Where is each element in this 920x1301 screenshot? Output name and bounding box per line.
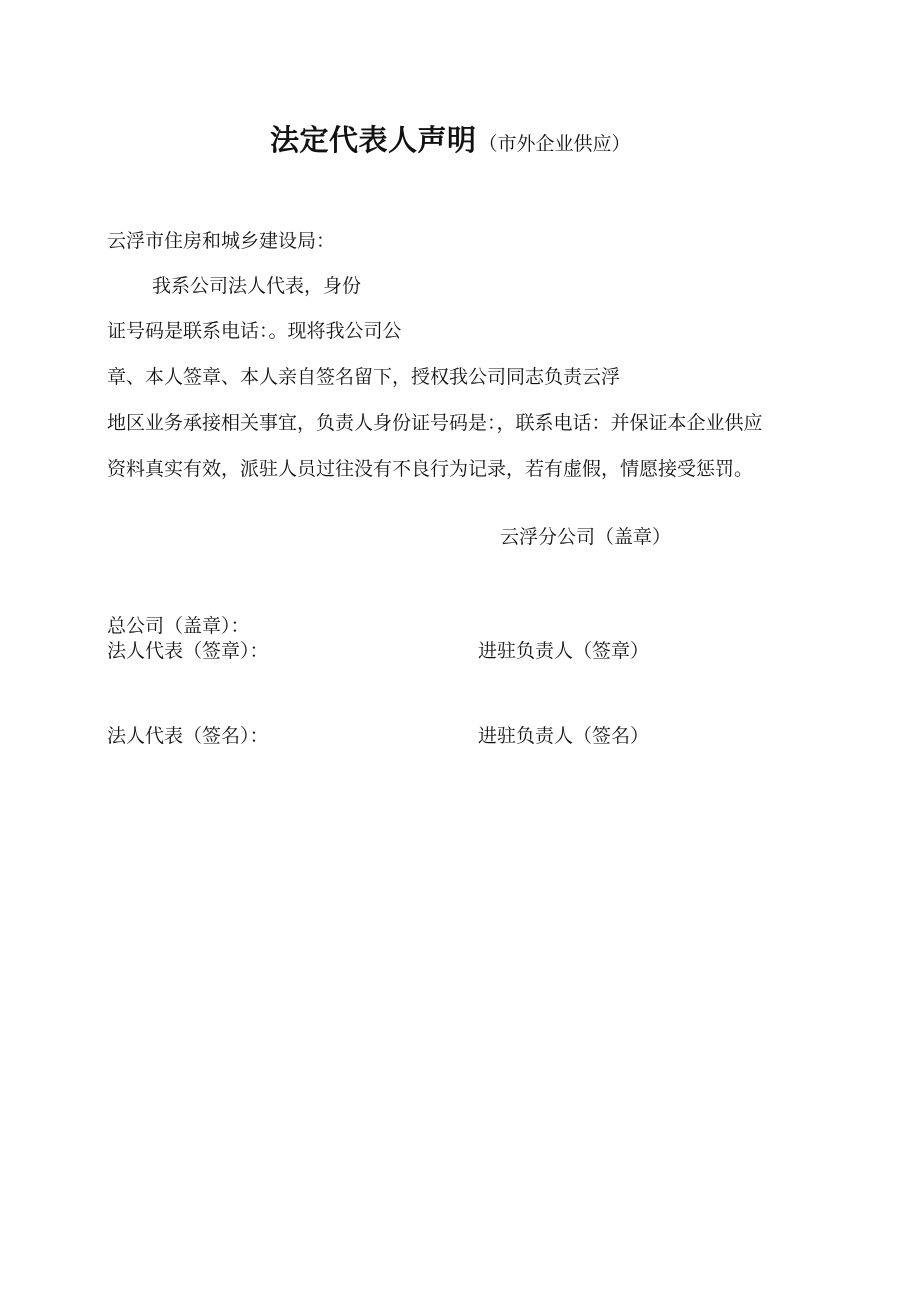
title-main: 法定代表人声明 — [270, 123, 477, 157]
resident-rep-signature-label: 进驻负责人（签名） — [478, 725, 650, 747]
body-line-2: 证号码是联系电话：。现将我公司公 — [107, 320, 402, 342]
document-title — [270, 123, 631, 157]
branch-seal-label: 云浮分公司（盖章） — [500, 526, 672, 548]
body-line-1: 我系公司法人代表，身份 — [152, 275, 362, 297]
legal-rep-seal-label: 法人代表（签章）： — [107, 640, 269, 662]
title-subtitle: （市外企业供应） — [478, 133, 631, 155]
addressee: 云浮市住房和城乡建设局： — [107, 230, 336, 252]
hq-seal-label: 总公司（盖章）： — [107, 615, 250, 637]
resident-rep-seal-label: 进驻负责人（签章） — [478, 640, 650, 662]
body-line-3: 章、本人签章、本人亲自签名留下，授权我公司同志负责云浮 — [107, 366, 621, 388]
legal-rep-signature-label: 法人代表（签名）： — [107, 725, 269, 747]
body-line-4: 地区业务承接相关事宜，负责人身份证号码是：，联系电话：并保证本企业供应 — [107, 412, 763, 434]
body-line-5: 资料真实有效，派驻人员过往没有不良行为记录，若有虚假，情愿接受惩罚。 — [107, 458, 754, 480]
